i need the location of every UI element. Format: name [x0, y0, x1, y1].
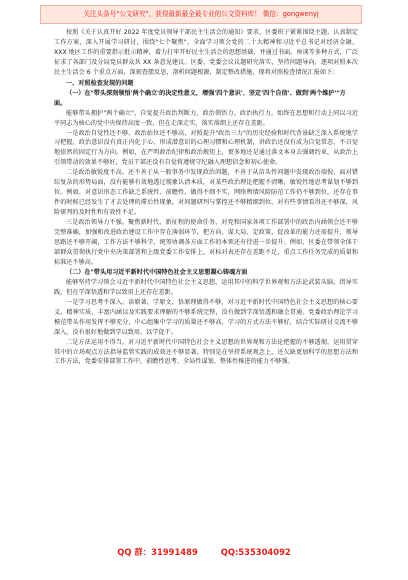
section-heading: 一、对照检查发现的问题 — [66, 79, 134, 87]
subsection-heading: （一）在"带头深刻领悟'两个确立'的决定性意义，增强'四个意识'、坚定'四个自信'、做到'两个维护'"方面。 — [54, 89, 346, 107]
body-paragraph: 三是政治领导力不强。聚焦新时代、新征程的使命任务，对党和国家各项工作部署中的政治内涵领会还不够完整准确，加强和改进政治建设工作中存在薄弱环节，把方向、谋大局、定政策、促改革的能力还需提升，领导思路还不够开阔，工作方法不够科学，统筹协调各方面工作的本领还有待进一步提升。例如，区委在带领全体干部群众贯彻执行党中央决策部署和上级党委工作安排上，对标对表还存在差距不足，重点工作任务完成的质量和标准还不够高。 — [54, 219, 358, 266]
body-paragraph: 按照《关于认真开好 2022 年度党员领导干部民主生活会的通知》要求，区委班子紧紧围绕主题，认真制定工作方案，深入开展学习研讨，围绕"七个聚焦"，全面学习领会党的二十大精神和习近平总书记对经济金融、XXX 地区工作的重要指示批示精神，着力打牢开好民主生活会的思想基础，并通过书面、座谈等多种方式，广泛征求了各部门及分局党员群众共 XX 条意见建议。区委、党委会议议题研究落实，坚持问题导向，逐项对照本次民主生活会 6 个重点方面，深刻查摆反思，剖析问题根源，制定整改措施，现将对照检查情况汇报如下： — [54, 29, 358, 76]
header-banner[interactable]: 关注头条号"公文研究"，获得最新最全最专业的公文资料库！ 微信：gongwenyj — [40, 5, 362, 24]
document-body — [54, 28, 358, 538]
footer-qq-group: QQ 群：31991489 — [117, 547, 198, 557]
body-paragraph: 二是政治敏锐度不高。还不善于从一般事务中发现政治问题，不善于从苗头性问题中发现政治端倪，面对错综复杂的形势局面，没有能够有效地透过现象认清本质，对某些政治理论把握不清晰，敏锐性地思考谋划不够到位。例如，对意识形态工作缺乏系统性、前瞻性，做得不细不实，网络舆情风险防范工作仍不够到位，还存在事件的时候已经发生了才去处理的滞后性现象，对问题研判与掌控还不够精细到位，对有些事情看得还不够深，风险研判的及时性和有效性不足。 — [54, 169, 358, 217]
body-paragraph: 能够坚持学习领会习近平新时代中国特色社会主义思想，运用其中的科学世界观和方法论武装头脑、指导实践，但在学深悟透和学以致用上还存在差距。 — [54, 278, 358, 296]
footer-qq: QQ:535304092 — [220, 547, 291, 557]
body-paragraph: 二是方法运用不得当。对习近平新时代中国特色社会主义思想的世界观和方法论把握的不够透彻，运用贯穿其中的立场观点方法指导监管实践的成效还不够显著，特别是在坚持系统观念上，还欠缺更加科学的思想方法和工作方法，党委安排部署工作中，前瞻性思考、全局性谋划、整体性推进的能力不够强。 — [54, 338, 358, 366]
subsection-heading: （二）在"带头用习近平新时代中国特色社会主义思想凝心铸魂方面 — [66, 268, 248, 276]
body-paragraph: 能够带头拥护"两个确立"，自觉提升政治判断力、政治领悟力、政治执行力，始终在思想和行动上同以习近平同志为核心的党中央保持高度一致，但在走深走实、落实落细上还存在差距。 — [54, 109, 358, 127]
body-paragraph: 一是政治自觉性还不够。政治站位还不够高，对照提升"政治三力"的历史经验和时代背景缺乏深入系统地学习把握，政治意识没有真正内化于心、形成潜意识的心理习惯和心理机制，讲政治还没有成为自觉常态，不自觉地依然的固定行为方向。例如，在严明政治纪律和政治规矩上，更多地还是通过落文本身去强调约束，从政治上引领带动的效果不够好，党员干部还没有自觉将遵规守纪融入理想信念和初心使命。 — [54, 129, 358, 167]
body-paragraph: 一是学习思考不深入。读原著、学原文、悟原理做得不够，对习近平新时代中国特色社会主义思想的核心要义、精神实质、丰富内涵以及实践要求理解的不够系统完整，没有做到学深悟透和融会贯通。党委政治理论学习模范带头作用发挥不够充分，中心组集中学习的质量还不够高，学习的方式方法不够好，结合实际研讨交流不够深入，没有很好地做到学以致用、以学促干。 — [54, 298, 358, 336]
footer-contact — [0, 546, 408, 560]
